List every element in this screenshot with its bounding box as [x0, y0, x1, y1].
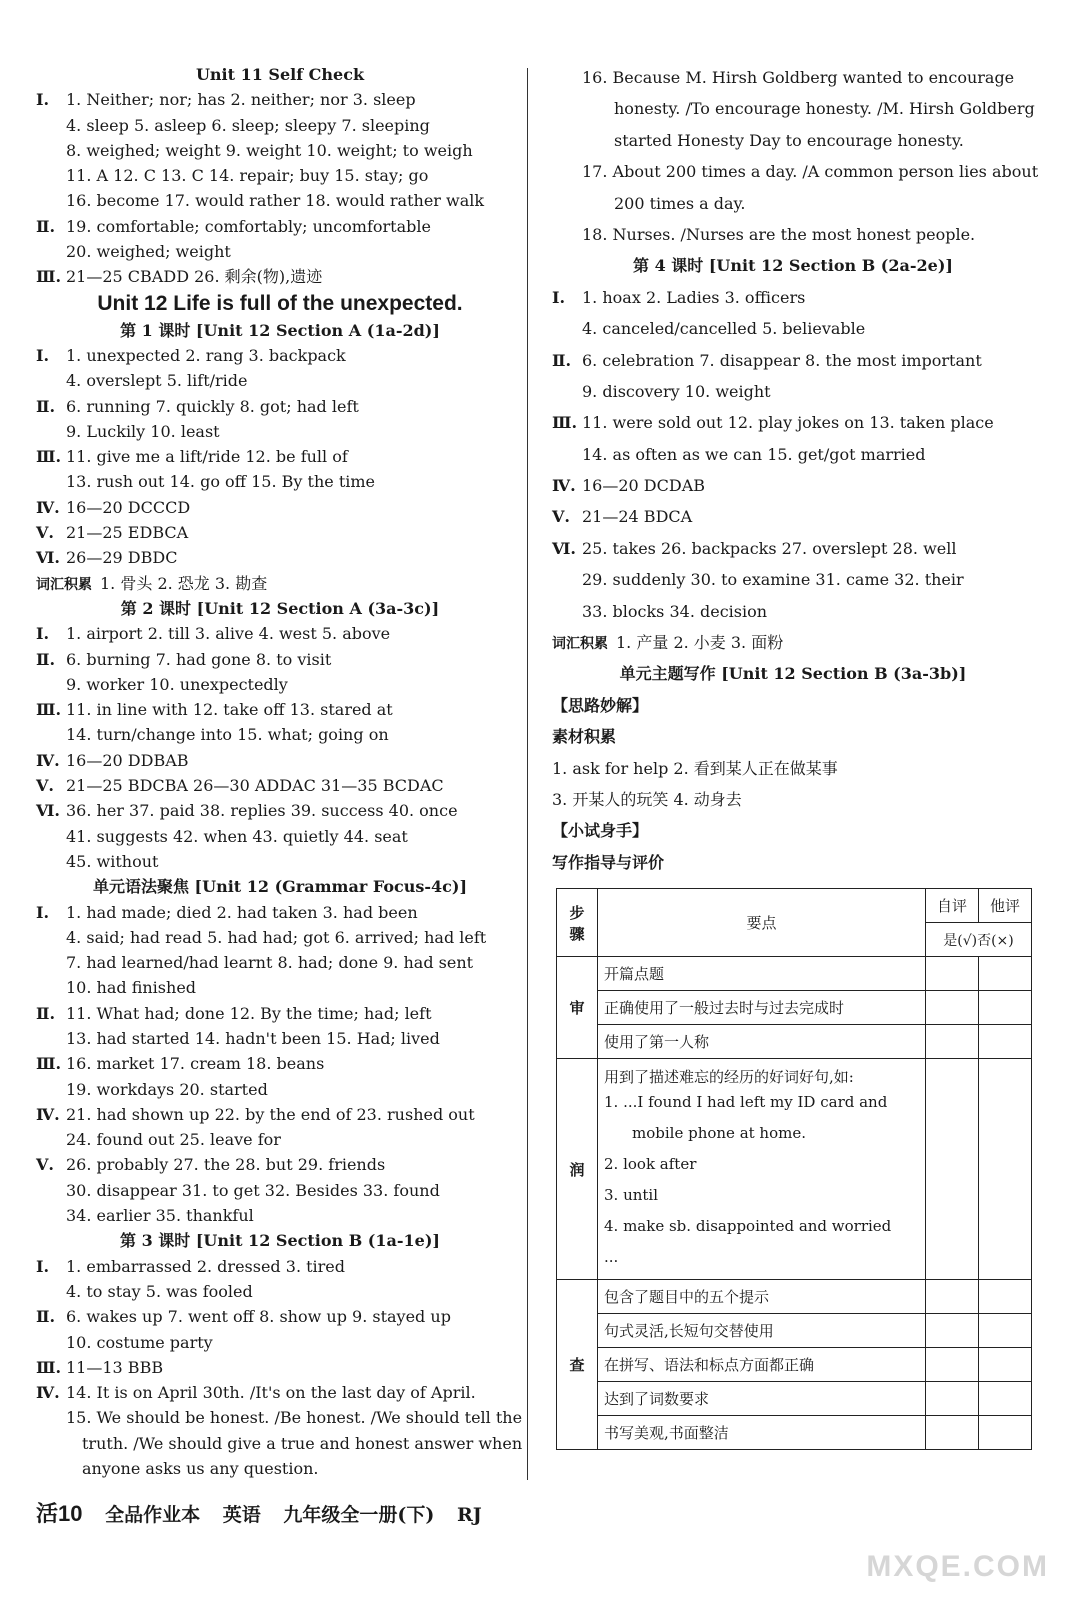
answer-text: 17. About 200 times a day. /A common person lies about [582, 162, 1039, 182]
point-item: mobile phone at home. [632, 1123, 806, 1142]
grade-name: 九年级全一册(下) [283, 1504, 435, 1526]
answer-text: 26—29 DBDC [66, 548, 178, 568]
right-column [552, 62, 1039, 878]
column-divider [527, 68, 528, 1480]
table-header-row [557, 889, 1032, 923]
roman-numeral: Ⅴ. [36, 776, 54, 796]
peer-eval-cell [979, 1416, 1032, 1450]
roman-numeral: Ⅵ. [36, 801, 60, 821]
vocab-label: 词汇积累 [552, 636, 608, 653]
answer-line [36, 87, 524, 112]
self-eval-cell [926, 1348, 979, 1382]
roman-numeral: Ⅱ. [36, 396, 56, 416]
answer-line [36, 824, 524, 849]
lesson2-heading: 第 2 课时 [Unit 12 Section A (3a-3c)] [120, 598, 440, 618]
answer-line [36, 1026, 524, 1051]
roman-numeral: Ⅵ. [36, 548, 60, 568]
answer-line [36, 1330, 524, 1355]
answer-text: 6. wakes up 7. went off 8. show up 9. stayed up [66, 1307, 451, 1327]
answer-line [36, 419, 524, 444]
answer-text: 11. give me a lift/ride 12. be full of [66, 447, 348, 467]
point-item: 4. make sb. disappointed and worried [604, 1216, 892, 1235]
answer-line [36, 849, 524, 874]
answer-line [36, 394, 524, 419]
roman-numeral: Ⅲ. [552, 413, 578, 433]
answer-text: 24. found out 25. leave for [66, 1130, 281, 1150]
roman-numeral: Ⅳ. [36, 1383, 60, 1403]
vocab-line [552, 627, 1034, 658]
roman-numeral: Ⅵ. [552, 538, 576, 558]
roman-numeral: Ⅳ. [36, 750, 60, 770]
peer-eval-cell [979, 1382, 1032, 1416]
step-header: 步骤 [557, 889, 598, 957]
answer-text: 16. market 17. cream 18. beans [66, 1054, 325, 1074]
peer-eval-header: 他评 [979, 889, 1032, 923]
roman-numeral: Ⅴ. [36, 523, 54, 543]
answer-text: 9. Luckily 10. least [66, 421, 220, 441]
vocab-text: 1. 骨头 2. 恐龙 3. 勘查 [100, 573, 268, 593]
point-item: 3. until [604, 1185, 659, 1204]
answer-line [552, 62, 1034, 93]
answer-line [20, 1431, 524, 1456]
practice-label: 【小试身手】 [552, 821, 649, 841]
answer-line [552, 188, 1034, 219]
answer-text: 11. in line with 12. take off 13. stared at [66, 700, 393, 720]
answer-text: 11. A 12. C 13. C 14. repair; buy 15. stay; go [66, 166, 429, 186]
answer-text: 14. turn/change into 15. what; going on [66, 725, 389, 745]
unit12-title: Unit 12 Life is full of the unexpected. [97, 291, 463, 315]
lesson1-heading: 第 1 课时 [Unit 12 Section A (1a-2d)] [120, 320, 440, 340]
answer-line [36, 900, 524, 925]
grammar-heading: 单元语法聚焦 [Unit 12 (Grammar Focus-4c)] [92, 877, 468, 897]
roman-numeral: Ⅰ. [36, 90, 50, 110]
answer-line [36, 748, 524, 773]
point-cell: 包含了题目中的五个提示 [598, 1280, 926, 1314]
page-number: 活10 [36, 1501, 83, 1526]
answer-line [36, 188, 524, 213]
roman-numeral: Ⅰ. [36, 624, 50, 644]
answer-line [36, 444, 524, 469]
peer-eval-cell [979, 1280, 1032, 1314]
answer-line [36, 1127, 524, 1152]
answer-line [36, 469, 524, 494]
self-eval-cell [926, 991, 979, 1025]
answer-text: 21—25 CBADD 26. 剩余(物),遗迹 [66, 267, 323, 287]
roman-numeral: Ⅱ. [36, 649, 56, 669]
answer-line [36, 672, 524, 697]
answer-text: 29. suddenly 30. to examine 31. came 32. their [582, 570, 964, 590]
answer-text: 4. said; had read 5. had had; got 6. arrived; had left [66, 927, 487, 947]
roman-numeral: Ⅱ. [36, 1003, 56, 1023]
roman-numeral: Ⅰ. [552, 287, 566, 307]
answer-text: 19. workdays 20. started [66, 1079, 268, 1099]
answer-line [552, 345, 1034, 376]
answer-text: honesty. /To encourage honesty. /M. Hirsh Goldberg [614, 99, 1035, 119]
answer-text: 21—24 BDCA [582, 507, 693, 527]
answer-line [36, 798, 524, 823]
answer-line [552, 282, 1034, 313]
points-header: 要点 [598, 889, 926, 957]
roman-numeral: Ⅰ. [36, 1256, 50, 1276]
answer-text: 13. rush out 14. go off 15. By the time [66, 472, 376, 492]
point-cell: 正确使用了一般过去时与过去完成时 [598, 991, 926, 1025]
answer-line [552, 125, 1034, 156]
lesson4-heading: 第 4 课时 [Unit 12 Section B (2a-2e)] [633, 256, 953, 276]
peer-eval-cell [979, 957, 1032, 991]
writing-heading: 单元主题写作 [Unit 12 Section B (3a-3b)] [619, 664, 967, 684]
answer-text: 20. weighed; weight [66, 242, 231, 262]
table-row [557, 1280, 1032, 1314]
answer-line [36, 697, 524, 722]
answer-line [36, 925, 524, 950]
answer-line [36, 1152, 524, 1177]
answer-line [552, 156, 1039, 187]
answer-line [36, 495, 524, 520]
lesson3-heading: 第 3 课时 [Unit 12 Section B (1a-1e)] [120, 1231, 440, 1251]
unit11-heading: Unit 11 Self Check [195, 65, 365, 84]
answer-text: 14. It is on April 30th. /It's on the last day of April. [66, 1383, 476, 1403]
answer-line [36, 1355, 524, 1380]
answer-text: 1. hoax 2. Ladies 3. officers [582, 287, 806, 307]
answer-text: anyone asks us any question. [82, 1459, 319, 1479]
roman-numeral: Ⅲ. [36, 267, 62, 287]
roman-numeral: Ⅳ. [36, 1104, 60, 1124]
answer-line [36, 1178, 524, 1203]
roman-numeral: Ⅳ. [552, 476, 576, 496]
point-cell: 书写美观,书面整洁 [598, 1416, 926, 1450]
answer-text: 10. costume party [66, 1332, 213, 1352]
answer-line [552, 501, 1034, 532]
answer-line [36, 1001, 524, 1026]
answer-text: 6. celebration 7. disappear 8. the most important [582, 350, 982, 370]
answer-line [36, 1077, 524, 1102]
roman-numeral: Ⅰ. [36, 902, 50, 922]
answer-text: 41. suggests 42. when 43. quietly 44. seat [66, 826, 408, 846]
answer-text: 21—25 EDBCA [66, 523, 189, 543]
answer-text: 1. had made; died 2. had taken 3. had been [66, 902, 418, 922]
answer-line [552, 376, 1034, 407]
answer-text: 26. probably 27. the 28. but 29. friends [66, 1155, 386, 1175]
material-line: 3. 开某人的玩笑 4. 动身去 [552, 789, 742, 809]
answer-text: 4. canceled/cancelled 5. believable [582, 319, 866, 339]
answer-line [552, 564, 1034, 595]
roman-numeral: Ⅲ. [36, 1054, 62, 1074]
answer-line [36, 621, 524, 646]
left-column [36, 62, 524, 1481]
answer-line [36, 1051, 524, 1076]
self-eval-cell [926, 957, 979, 991]
answer-text: 25. takes 26. backpacks 27. overslept 28. well [582, 538, 957, 558]
roman-numeral: Ⅲ. [36, 1357, 62, 1377]
table-row [557, 957, 1032, 991]
answer-text: 13. had started 14. hadn't been 15. Had; lived [66, 1028, 440, 1048]
peer-eval-cell [979, 991, 1032, 1025]
answer-line [36, 1203, 524, 1228]
answer-text: 7. had learned/had learnt 8. had; done 9. had sent [66, 953, 474, 973]
answer-text: 1. airport 2. till 3. alive 4. west 5. above [66, 624, 391, 644]
answer-text: 14. as often as we can 15. get/got married [582, 444, 926, 464]
roman-numeral: Ⅲ. [36, 700, 62, 720]
answer-text: 4. sleep 5. asleep 6. sleep; sleepy 7. sleeping [66, 115, 430, 135]
self-eval-cell [926, 1280, 979, 1314]
point-cell: 使用了第一人称 [598, 1025, 926, 1059]
answer-text: 16. Because M. Hirsh Goldberg wanted to encourage [582, 68, 1015, 87]
roman-numeral: Ⅱ. [552, 350, 572, 370]
answer-line [36, 1102, 524, 1127]
roman-numeral: Ⅱ. [36, 1307, 56, 1327]
mark-legend: 是(√)否(×) [926, 923, 1032, 957]
peer-eval-cell [979, 1059, 1032, 1280]
answer-line [36, 975, 524, 1000]
answer-line [36, 163, 524, 188]
point-item: ... [604, 1247, 619, 1266]
answer-text: 6. burning 7. had gone 8. to visit [66, 649, 332, 669]
table-row [557, 991, 1032, 1025]
answer-line [552, 470, 1034, 501]
answer-text: 30. disappear 31. to get 32. Besides 33. found [66, 1180, 440, 1200]
subject-name: 英语 [222, 1504, 261, 1526]
answer-line [36, 1304, 524, 1329]
page-footer [36, 1497, 498, 1528]
table-row [557, 1059, 1032, 1280]
roman-numeral: Ⅰ. [36, 345, 50, 365]
answer-line [36, 368, 524, 393]
vocab-label: 词汇积累 [36, 576, 92, 593]
vocab-line [36, 571, 524, 596]
answer-text: 1. Neither; nor; has 2. neither; nor 3. sleep [66, 90, 416, 110]
answer-text: 11—13 BBB [66, 1357, 164, 1377]
answer-line [36, 647, 524, 672]
answer-text: 36. her 37. paid 38. replies 39. success 40. once [66, 801, 458, 821]
material-label: 素材积累 [552, 727, 617, 747]
answer-line [36, 138, 524, 163]
peer-eval-cell [979, 1314, 1032, 1348]
answer-text: 4. overslept 5. lift/ride [66, 371, 248, 391]
answer-text: 45. without [66, 851, 159, 871]
answer-line [552, 313, 1034, 344]
answer-line [36, 1380, 524, 1405]
roman-numeral: Ⅴ. [552, 507, 570, 527]
answer-text: 16—20 DCDAB [582, 476, 706, 496]
self-eval-cell [926, 1416, 979, 1450]
point-cell [598, 1059, 926, 1280]
answer-text: 18. Nurses. /Nurses are the most honest people. [582, 224, 976, 244]
answer-text: 4. to stay 5. was fooled [66, 1281, 253, 1301]
answer-line [36, 239, 524, 264]
idea-label: 【思路妙解】 [552, 695, 649, 715]
answer-text: 11. were sold out 12. play jokes on 13. taken place [582, 413, 994, 433]
point-intro: 用到了描述难忘的经历的好词好句,如: [604, 1067, 854, 1086]
answer-line [36, 343, 524, 368]
answer-line [552, 439, 1034, 470]
table-row [557, 1314, 1032, 1348]
answer-line [552, 596, 1034, 627]
answer-line [36, 722, 524, 747]
watermark: MXQE.COM [866, 1550, 1049, 1583]
answer-text: 16—20 DCCCD [66, 497, 191, 517]
answer-line [36, 520, 524, 545]
answer-text: 9. worker 10. unexpectedly [66, 674, 288, 694]
answer-line [36, 773, 524, 798]
answer-text: truth. /We should give a true and honest answer when [82, 1433, 523, 1453]
answer-text: 34. earlier 35. thankful [66, 1206, 254, 1226]
answer-line [552, 407, 1034, 438]
answer-text: 6. running 7. quickly 8. got; had left [66, 396, 359, 416]
answer-text: 10. had finished [66, 978, 197, 998]
point-item: 2. look after [604, 1154, 697, 1173]
point-item: 1. ...I found I had left my ID card and [604, 1092, 888, 1111]
answer-line [36, 264, 524, 289]
peer-eval-cell [979, 1348, 1032, 1382]
guide-label: 写作指导与评价 [552, 852, 665, 872]
step-cell: 审 [557, 957, 598, 1059]
table-row [557, 1382, 1032, 1416]
answer-text: 16—20 DDBAB [66, 750, 189, 770]
roman-numeral: Ⅲ. [36, 447, 62, 467]
answer-text: 15. We should be honest. /Be honest. /We should tell the [66, 1408, 523, 1428]
roman-numeral: Ⅳ. [36, 497, 60, 517]
answer-text: 1. embarrassed 2. dressed 3. tired [66, 1256, 346, 1276]
answer-line [552, 219, 1034, 250]
answer-text: 19. comfortable; comfortably; uncomfortable [66, 216, 431, 236]
answer-line [36, 214, 524, 239]
material-line: 1. ask for help 2. 看到某人正在做某事 [552, 758, 838, 778]
roman-numeral: Ⅴ. [36, 1155, 54, 1175]
answer-text: 11. What had; done 12. By the time; had; left [66, 1003, 432, 1023]
writing-evaluation-table [556, 888, 1032, 1450]
answer-text: 21. had shown up 22. by the end of 23. rushed out [66, 1104, 475, 1124]
point-cell: 在拼写、语法和标点方面都正确 [598, 1348, 926, 1382]
self-eval-cell [926, 1382, 979, 1416]
table-row [557, 1025, 1032, 1059]
answer-text: 1. unexpected 2. rang 3. backpack [66, 345, 346, 365]
answer-line [36, 545, 524, 570]
answer-text: started Honesty Day to encourage honesty. [614, 130, 964, 150]
table-row [557, 1416, 1032, 1450]
answer-text: 33. blocks 34. decision [582, 601, 768, 621]
self-eval-cell [926, 1314, 979, 1348]
vocab-text: 1. 产量 2. 小麦 3. 面粉 [616, 633, 784, 653]
answer-line [552, 533, 1034, 564]
answer-text: 8. weighed; weight 9. weight 10. weight; to weigh [66, 140, 473, 160]
self-eval-cell [926, 1059, 979, 1280]
answer-line [36, 1279, 524, 1304]
point-cell: 达到了词数要求 [598, 1382, 926, 1416]
answer-line [36, 1254, 524, 1279]
table-row [557, 1348, 1032, 1382]
point-cell: 开篇点题 [598, 957, 926, 991]
answer-text: 9. discovery 10. weight [582, 381, 771, 401]
answer-text: 200 times a day. [614, 193, 746, 213]
answer-text: 21—25 BDCBA 26—30 ADDAC 31—35 BCDAC [66, 776, 444, 796]
point-cell: 句式灵活,长短句交替使用 [598, 1314, 926, 1348]
step-cell: 查 [557, 1280, 598, 1450]
answer-line [36, 113, 524, 138]
answer-text: 16. become 17. would rather 18. would rather walk [66, 191, 485, 211]
roman-numeral: Ⅱ. [36, 216, 56, 236]
step-cell: 润 [557, 1059, 598, 1280]
self-eval-cell [926, 1025, 979, 1059]
self-eval-header: 自评 [926, 889, 979, 923]
peer-eval-cell [979, 1025, 1032, 1059]
answer-line [36, 950, 524, 975]
answer-line [552, 93, 1034, 124]
edition-code: RJ [457, 1504, 482, 1526]
answer-line [20, 1456, 524, 1481]
book-name: 全品作业本 [105, 1504, 201, 1526]
answer-line [36, 1405, 524, 1430]
